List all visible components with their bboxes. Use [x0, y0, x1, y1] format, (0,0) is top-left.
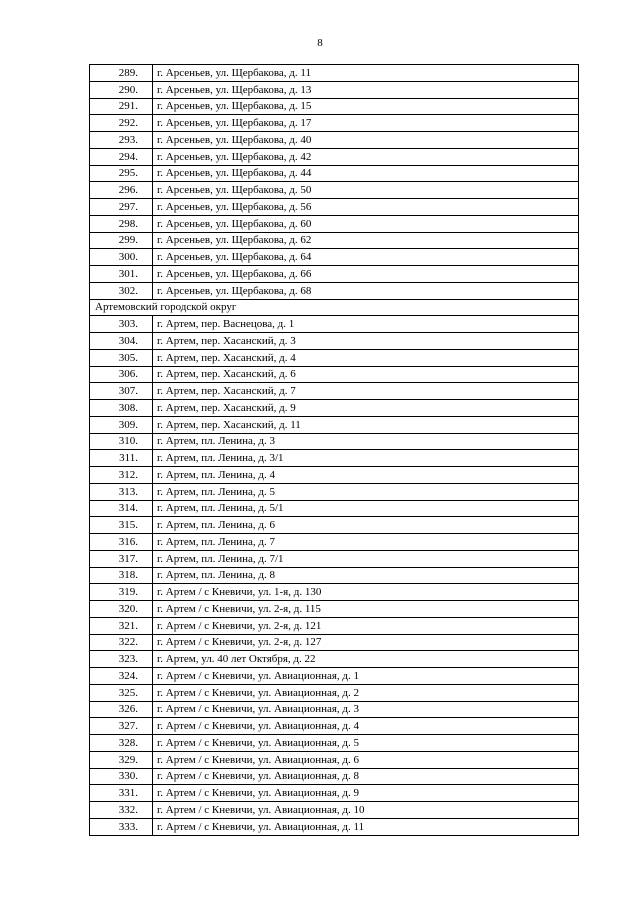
row-address: г. Артем, пл. Ленина, д. 3 — [153, 433, 579, 450]
table-row — [90, 215, 579, 232]
row-number: 307. — [90, 383, 153, 400]
table-row — [90, 416, 579, 433]
row-number: 326. — [90, 701, 153, 718]
table-row — [90, 584, 579, 601]
table-row — [90, 534, 579, 551]
table-row — [90, 81, 579, 98]
row-address: г. Арсеньев, ул. Щербакова, д. 13 — [153, 81, 579, 98]
row-address: г. Артем / с Кневичи, ул. Авиационная, д. 4 — [153, 718, 579, 735]
row-address: г. Артем, пер. Хасанский, д. 6 — [153, 366, 579, 383]
row-number: 297. — [90, 199, 153, 216]
row-address: г. Артем, пл. Ленина, д. 6 — [153, 517, 579, 534]
row-number: 301. — [90, 266, 153, 283]
table-row — [90, 249, 579, 266]
row-number: 305. — [90, 349, 153, 366]
row-address: г. Артем, пер. Хасанский, д. 9 — [153, 400, 579, 417]
row-number: 293. — [90, 132, 153, 149]
table-row — [90, 651, 579, 668]
row-number: 295. — [90, 165, 153, 182]
row-address: г. Артем / с Кневичи, ул. 2-я, д. 121 — [153, 617, 579, 634]
table-row — [90, 266, 579, 283]
table-row — [90, 567, 579, 584]
row-address: г. Артем / с Кневичи, ул. Авиационная, д. 2 — [153, 684, 579, 701]
row-address: г. Артем, пер. Васнецова, д. 1 — [153, 316, 579, 333]
row-number: 314. — [90, 500, 153, 517]
table-row — [90, 433, 579, 450]
row-address: г. Арсеньев, ул. Щербакова, д. 60 — [153, 215, 579, 232]
row-number: 319. — [90, 584, 153, 601]
row-address: г. Артем, пл. Ленина, д. 7 — [153, 534, 579, 551]
row-address: г. Артем, пл. Ленина, д. 3/1 — [153, 450, 579, 467]
table-row — [90, 483, 579, 500]
row-number: 290. — [90, 81, 153, 98]
row-address: г. Артем, пер. Хасанский, д. 11 — [153, 416, 579, 433]
row-address: г. Артем, пл. Ленина, д. 8 — [153, 567, 579, 584]
table-row — [90, 165, 579, 182]
table-row — [90, 450, 579, 467]
row-address: г. Арсеньев, ул. Щербакова, д. 15 — [153, 98, 579, 115]
table-row — [90, 400, 579, 417]
row-address: г. Артем, ул. 40 лет Октября, д. 22 — [153, 651, 579, 668]
row-address: г. Артем / с Кневичи, ул. Авиационная, д. 3 — [153, 701, 579, 718]
row-number: 291. — [90, 98, 153, 115]
row-number: 309. — [90, 416, 153, 433]
row-number: 304. — [90, 333, 153, 350]
table-row — [90, 349, 579, 366]
row-address: г. Артем, пер. Хасанский, д. 3 — [153, 333, 579, 350]
section-heading: Артемовский городской округ — [90, 299, 579, 316]
row-address: г. Артем / с Кневичи, ул. Авиационная, д. 6 — [153, 751, 579, 768]
row-address: г. Арсеньев, ул. Щербакова, д. 50 — [153, 182, 579, 199]
table-row — [90, 701, 579, 718]
table-row — [90, 282, 579, 299]
table-row — [90, 550, 579, 567]
row-address: г. Артем, пл. Ленина, д. 5/1 — [153, 500, 579, 517]
row-number: 322. — [90, 634, 153, 651]
row-address: г. Арсеньев, ул. Щербакова, д. 64 — [153, 249, 579, 266]
row-address: г. Артем / с Кневичи, ул. Авиационная, д. 5 — [153, 735, 579, 752]
table-row — [90, 182, 579, 199]
row-address: г. Артем / с Кневичи, ул. 2-я, д. 115 — [153, 601, 579, 618]
table-row — [90, 333, 579, 350]
row-number: 311. — [90, 450, 153, 467]
row-number: 306. — [90, 366, 153, 383]
table-row — [90, 467, 579, 484]
table-row — [90, 517, 579, 534]
row-address: г. Артем / с Кневичи, ул. 1-я, д. 130 — [153, 584, 579, 601]
row-number: 298. — [90, 215, 153, 232]
row-number: 316. — [90, 534, 153, 551]
table-row — [90, 718, 579, 735]
row-address: г. Арсеньев, ул. Щербакова, д. 62 — [153, 232, 579, 249]
row-number: 327. — [90, 718, 153, 735]
row-number: 318. — [90, 567, 153, 584]
row-address: г. Арсеньев, ул. Щербакова, д. 40 — [153, 132, 579, 149]
row-number: 328. — [90, 735, 153, 752]
table-row — [90, 500, 579, 517]
row-number: 299. — [90, 232, 153, 249]
row-number: 325. — [90, 684, 153, 701]
row-number: 330. — [90, 768, 153, 785]
row-address: г. Артем / с Кневичи, ул. Авиационная, д. 11 — [153, 818, 579, 835]
table-row — [90, 316, 579, 333]
row-address: г. Артем / с Кневичи, ул. Авиационная, д. 9 — [153, 785, 579, 802]
table-row — [90, 132, 579, 149]
row-address: г. Арсеньев, ул. Щербакова, д. 56 — [153, 199, 579, 216]
table-row — [90, 751, 579, 768]
table-row — [90, 601, 579, 618]
row-address: г. Арсеньев, ул. Щербакова, д. 42 — [153, 148, 579, 165]
row-number: 320. — [90, 601, 153, 618]
row-address: г. Артем / с Кневичи, ул. Авиационная, д. 10 — [153, 802, 579, 819]
row-number: 324. — [90, 668, 153, 685]
row-number: 300. — [90, 249, 153, 266]
row-address: г. Артем, пл. Ленина, д. 4 — [153, 467, 579, 484]
row-number: 303. — [90, 316, 153, 333]
section-row — [90, 299, 579, 316]
row-address: г. Арсеньев, ул. Щербакова, д. 44 — [153, 165, 579, 182]
table-row — [90, 634, 579, 651]
row-number: 294. — [90, 148, 153, 165]
table-row — [90, 148, 579, 165]
table-row — [90, 366, 579, 383]
table-row — [90, 785, 579, 802]
address-table-body — [90, 65, 579, 836]
table-row — [90, 818, 579, 835]
table-row — [90, 768, 579, 785]
row-number: 292. — [90, 115, 153, 132]
table-row — [90, 98, 579, 115]
row-number: 310. — [90, 433, 153, 450]
row-number: 323. — [90, 651, 153, 668]
row-address: г. Артем, пл. Ленина, д. 5 — [153, 483, 579, 500]
row-address: г. Артем, пер. Хасанский, д. 7 — [153, 383, 579, 400]
row-address: г. Арсеньев, ул. Щербакова, д. 11 — [153, 65, 579, 82]
table-row — [90, 735, 579, 752]
row-number: 315. — [90, 517, 153, 534]
row-number: 289. — [90, 65, 153, 82]
row-address: г. Артем / с Кневичи, ул. Авиационная, д. 8 — [153, 768, 579, 785]
table-row — [90, 383, 579, 400]
row-number: 302. — [90, 282, 153, 299]
table-row — [90, 232, 579, 249]
table-row — [90, 684, 579, 701]
table-row — [90, 199, 579, 216]
row-number: 313. — [90, 483, 153, 500]
row-address: г. Артем / с Кневичи, ул. Авиационная, д. 1 — [153, 668, 579, 685]
address-table — [89, 64, 579, 836]
row-number: 331. — [90, 785, 153, 802]
row-address: г. Арсеньев, ул. Щербакова, д. 17 — [153, 115, 579, 132]
page-number: 8 — [317, 37, 323, 49]
row-address: г. Артем / с Кневичи, ул. 2-я, д. 127 — [153, 634, 579, 651]
row-number: 308. — [90, 400, 153, 417]
row-number: 321. — [90, 617, 153, 634]
row-number: 332. — [90, 802, 153, 819]
row-number: 317. — [90, 550, 153, 567]
row-address: г. Артем, пл. Ленина, д. 7/1 — [153, 550, 579, 567]
table-row — [90, 668, 579, 685]
table-row — [90, 65, 579, 82]
row-number: 296. — [90, 182, 153, 199]
row-address: г. Арсеньев, ул. Щербакова, д. 66 — [153, 266, 579, 283]
row-number: 333. — [90, 818, 153, 835]
table-row — [90, 115, 579, 132]
row-address: г. Арсеньев, ул. Щербакова, д. 68 — [153, 282, 579, 299]
row-number: 312. — [90, 467, 153, 484]
row-number: 329. — [90, 751, 153, 768]
table-row — [90, 802, 579, 819]
row-address: г. Артем, пер. Хасанский, д. 4 — [153, 349, 579, 366]
table-row — [90, 617, 579, 634]
